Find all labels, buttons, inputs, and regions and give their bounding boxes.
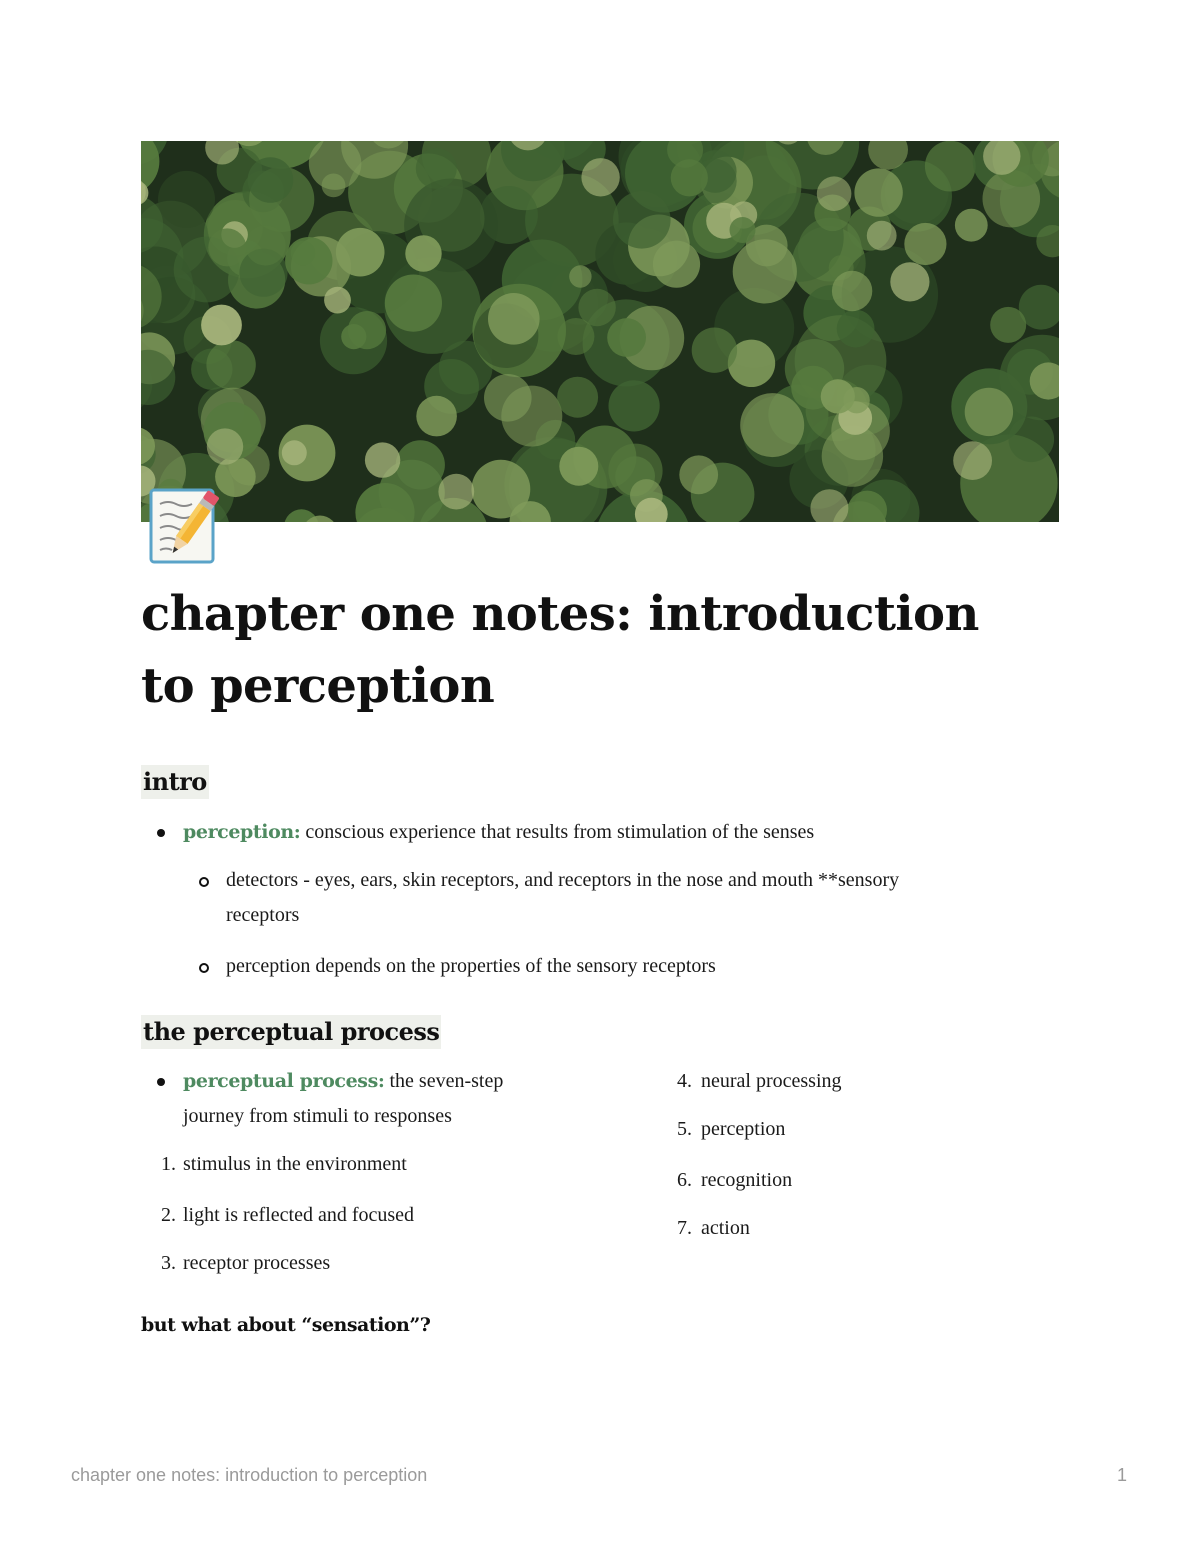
step-item: stimulus in the environment xyxy=(183,1153,407,1175)
step-number: 1. xyxy=(161,1153,176,1175)
page-number: 1 xyxy=(1117,1465,1128,1485)
step-item: perception xyxy=(701,1118,786,1140)
list-item-perception xyxy=(183,815,814,850)
bullet-circle-icon xyxy=(199,963,209,973)
step-number: 7. xyxy=(677,1217,692,1239)
step-number: 4. xyxy=(677,1070,692,1092)
list-item-detectors: detectors - eyes, ears, skin receptors, and receptors in the nose and mouth **sensory xyxy=(226,869,900,891)
page-title: chapter one notes: introduction to perception xyxy=(141,586,979,714)
step-number: 2. xyxy=(161,1204,176,1226)
list-item-perceptual-process xyxy=(183,1064,503,1099)
step-item: recognition xyxy=(701,1169,793,1191)
bullet-circle-icon xyxy=(199,877,209,887)
definition-perception: conscious experience that results from stimulation of the senses xyxy=(300,821,815,843)
definition-perceptual-process: the seven-step xyxy=(384,1070,504,1092)
list-item-properties: perception depends on the properties of the sensory receptors xyxy=(226,955,716,977)
step-item: light is reflected and focused xyxy=(183,1204,415,1226)
term-perceptual-process: perceptual process: xyxy=(183,1070,385,1092)
process-heading: the perceptual process xyxy=(141,1015,441,1049)
bullet-disc-icon xyxy=(157,1078,165,1086)
memo-pencil-icon xyxy=(148,484,234,566)
step-number: 5. xyxy=(677,1118,692,1140)
step-number: 6. xyxy=(677,1169,692,1191)
step-item: action xyxy=(701,1217,750,1239)
definition-perceptual-process-cont: journey from stimuli to responses xyxy=(183,1105,452,1127)
bullet-disc-icon xyxy=(157,829,165,837)
cover-image xyxy=(141,141,1059,522)
forest-aerial-icon xyxy=(141,141,1059,522)
term-perception: perception: xyxy=(183,821,301,843)
footer-title: chapter one notes: introduction to perception xyxy=(71,1465,428,1485)
list-item-detectors-cont: receptors xyxy=(226,904,300,926)
sensation-heading: but what about “sensation”? xyxy=(141,1314,431,1336)
intro-heading: intro xyxy=(141,765,209,799)
step-item: neural processing xyxy=(701,1070,842,1092)
step-item: receptor processes xyxy=(183,1252,331,1274)
step-number: 3. xyxy=(161,1252,176,1274)
